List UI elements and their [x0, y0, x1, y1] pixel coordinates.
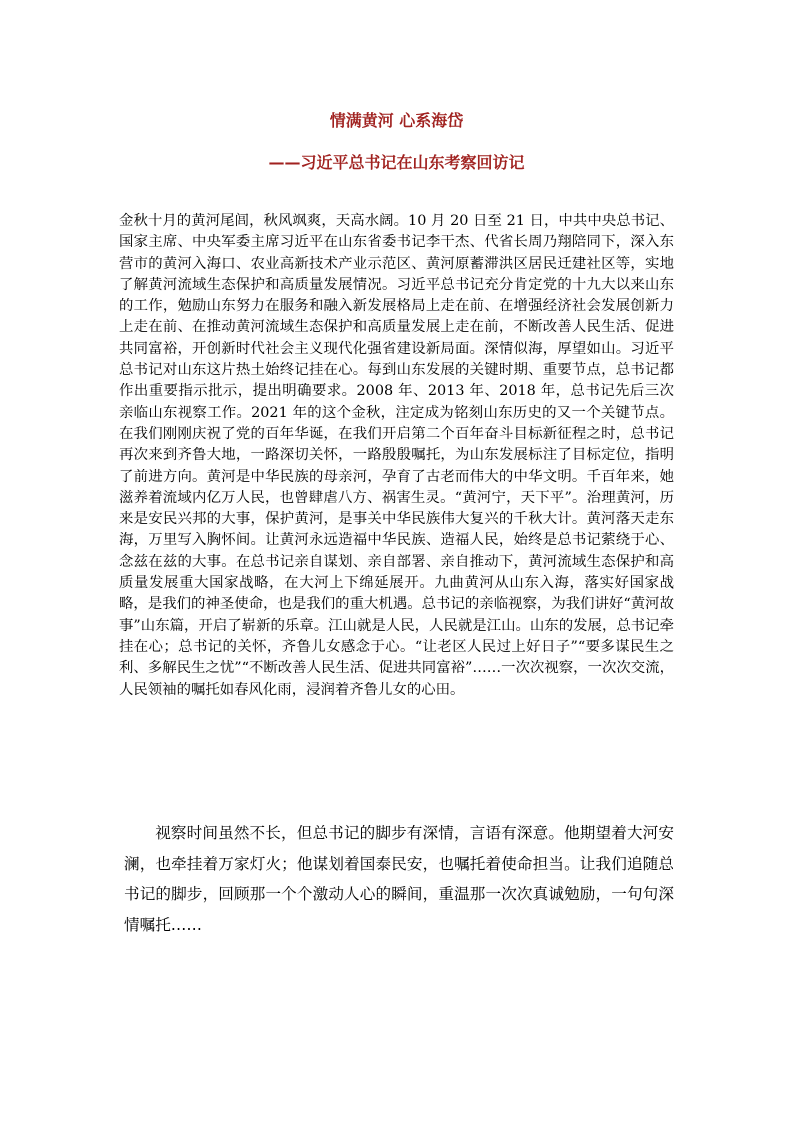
article-title: 情满黄河 心系海岱 — [329, 111, 464, 130]
article-subtitle: ——习近平总书记在山东考察回访记 — [268, 153, 525, 172]
article-body: 金秋十月的黄河尾闾，秋风飒爽，天高水阔。10 月 20 日至 21 日，中共中央总书记、国家主席、中央军委主席习近平在山东省委书记李干杰、代省长周乃翔陪同下，深入东营市的黄河入海口、农业高新技术产业示范区、黄河原蓄滞洪区居民迁建社区等，实地了解黄河流域生态保护和高质量发展情况。习近平总书记充分肯定党的十九大以来山东的工作，勉励山东努力在服务和融入新发展格局上走在前、在增强经济社会发展创新力上走在前、在推动黄河流域生态保护和高质量发展上走在前，不断改善人民生活、促进共同富裕，开创新时代社会主义现代化强省建设新局面。深情似海，厚望如山。习近平总书记对山东这片热土始终记挂在心。每到山东发展的关键时期、重要节点，总书记都作出重要指示批示，提出明确要求。2008 年、2013 年、2018 年，总书记先后三次亲临山东视察工作。2021 年的这个金秋，注定成为铭刻山东历史的又一个关键节点。在我们刚刚庆祝了党的百年华诞，在我们开启第二个百年奋斗目标新征程之时，总书记再次来到齐鲁大地，一路深切关怀，一路殷殷嘱托，为山东发展标注了目标定位，指明了前进方向。黄河是中华民族的母亲河，孕育了古老而伟大的中华文明。千百年来，她滋养着流域内亿万人民，也曾肆虐八方、祸害生灵。“黄河宁，天下平”。治理黄河，历来是安民兴邦的大事，保护黄河，是事关中华民族伟大复兴的千秋大计。黄河落天走东海，万里写入胸怀间。让黄河永远造福中华民族、造福人民，始终是总书记萦绕于心、念兹在兹的大事。在总书记亲自谋划、亲自部署、亲自推动下，黄河流域生态保护和高质量发展重大国家战略，在大河上下绵延展开。九曲黄河从山东入海，落实好国家战略，是我们的神圣使命，也是我们的重大机遇。总书记的亲临视察，为我们讲好“黄河故事”山东篇，开启了崭新的乐章。江山就是人民，人民就是江山。山东的发展，总书记牵挂在心；总书记的关怀，齐鲁儿女感念于心。“让老区人民过上好日子”“要多谋民生之利、多解民生之忧”“不断改善人民生活、促进共同富裕”……一次次视察，一次次交流，人民领袖的嘱托如春风化雨，浸润着齐鲁儿女的心田。 — [119, 213, 674, 698]
article-closing: 视察时间虽然不长，但总书记的脚步有深情，言语有深意。他期望着大河安澜，也牵挂着万家灯火；他谋划着国泰民安，也嘱托着使命担当。让我们追随总书记的脚步，回顾那一个个激动人心的瞬间，重温那一次次真诚勉励，一句句深情嘱托…… — [124, 824, 674, 934]
